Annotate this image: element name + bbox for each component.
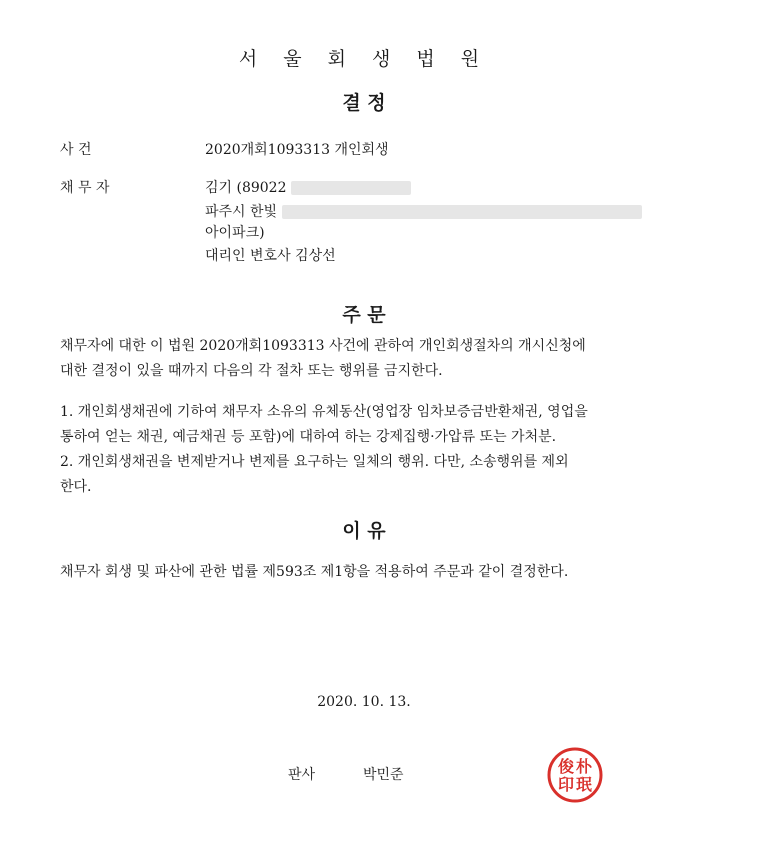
debtor-name-line: [205, 177, 411, 197]
list-item-continuation: 통하여 얻는 채권, 예금채권 등 포함)에 대하여 하는 강제집행·가압류 또는 가처분.: [60, 429, 557, 445]
order-line: 대한 결정이 있을 때까지 다음의 각 절차 또는 행위를 금지한다.: [60, 363, 443, 379]
debtor-address: 파주시 한빛: [205, 204, 278, 220]
judge-seal-icon: [546, 746, 604, 804]
order-heading: 주 문: [342, 304, 386, 326]
case-value: 2020개회1093313 개인회생: [205, 142, 389, 158]
redaction: [291, 181, 411, 195]
judge-title: 판사: [288, 767, 316, 783]
list-item-continuation: 한다.: [60, 479, 92, 495]
case-label: 사 건: [60, 142, 92, 158]
seal-char: 朴: [575, 757, 593, 776]
reason-heading: 이 유: [342, 520, 386, 542]
seal-char: 印: [557, 775, 575, 794]
document-title: 결 정: [342, 92, 386, 114]
order-paragraph: [60, 334, 586, 384]
reason-paragraph: 채무자 회생 및 파산에 관한 법률 제593조 제1항을 적용하여 주문과 같이 결정한다.: [60, 564, 569, 580]
debtor-address-line: [205, 201, 642, 221]
debtor-name: 김기 (89022: [205, 180, 287, 196]
decision-date: 2020. 10. 13.: [317, 694, 411, 710]
court-name: 서 울 회 생 법 원: [238, 48, 490, 70]
debtor-address-line2: 아이파크): [205, 225, 265, 241]
list-item: 2. 개인회생채권을 변제받거나 변제를 요구하는 일체의 행위. 다만, 소송행위를 제외: [60, 454, 569, 470]
debtor-representative: 대리인 변호사 김상선: [205, 248, 336, 264]
judge-name: 박민준: [363, 767, 404, 783]
prohibition-list: [60, 400, 588, 500]
seal-char: 俊: [557, 757, 575, 776]
redaction: [282, 205, 642, 219]
list-item: 1. 개인회생채권에 기하여 채무자 소유의 유체동산(영업장 임차보증금반환채권, 영업을: [60, 404, 588, 420]
seal-char: 珉: [575, 775, 593, 794]
debtor-label: 채 무 자: [60, 180, 110, 196]
order-line: 채무자에 대한 이 법원 2020개회1093313 사건에 관하여 개인회생절차의 개시신청에: [60, 338, 586, 354]
